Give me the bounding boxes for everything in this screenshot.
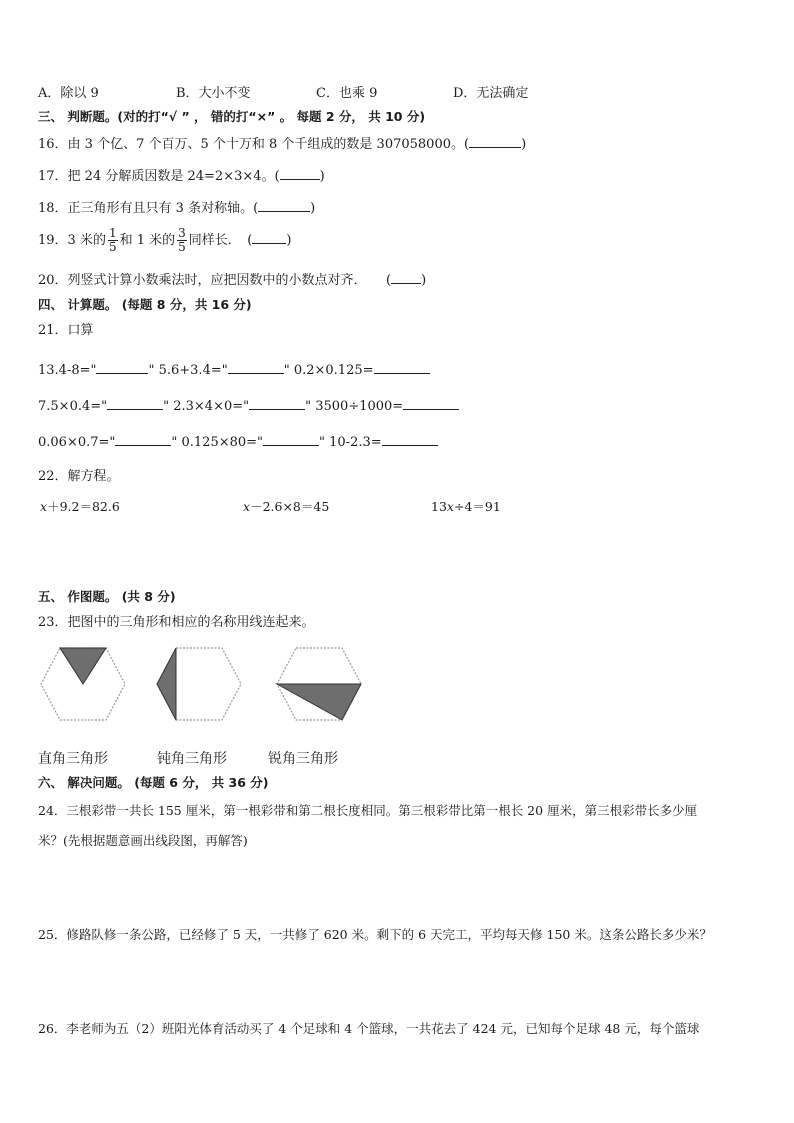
triangle-shape-3[interactable] bbox=[277, 684, 361, 720]
option-b: B．大小不变 bbox=[176, 86, 251, 101]
question-26: 26．李老师为五（2）班阳光体育活动买了 4 个足球和 4 个篮球，一共花去了 424 元，已知每个足球 48 元，每个篮球 bbox=[38, 1021, 700, 1036]
answer-blank[interactable] bbox=[107, 396, 163, 410]
answer-blank-20[interactable] bbox=[391, 270, 421, 284]
answer-blank[interactable] bbox=[115, 432, 171, 446]
equation-3: 13x÷4＝91 bbox=[431, 499, 501, 514]
fraction-one-fifth: $\frac{1}{5}$ bbox=[108, 226, 117, 254]
question-23: 23．把图中的三角形和相应的名称用线连起来。 bbox=[38, 615, 315, 630]
answer-blank[interactable] bbox=[263, 432, 319, 446]
option-c: C．也乘 9 bbox=[316, 86, 378, 101]
triangle-shape-2[interactable] bbox=[157, 648, 176, 720]
answer-blank[interactable] bbox=[228, 360, 284, 374]
oral-calc-row-3: 0.06×0.7=" " 0.125×80=" " 10-2.3= bbox=[38, 432, 438, 452]
label-acute-triangle[interactable]: 锐角三角形 bbox=[268, 751, 338, 767]
hexagon-figure-3 bbox=[274, 646, 364, 724]
answer-blank-19[interactable] bbox=[252, 230, 286, 244]
equation-2: x－2.6×8＝45 bbox=[243, 499, 330, 514]
question-25: 25．修路队修一条公路，已经修了 5 天，一共修了 620 米。剩下的 6 天完工，平均每天修 150 米。这条公路长多少米？ bbox=[38, 927, 712, 942]
hexagon-figure-2 bbox=[154, 646, 244, 724]
label-obtuse-triangle[interactable]: 钝角三角形 bbox=[157, 751, 227, 767]
section-4-title: 四、 计算题。 (每题 8 分，共 16 分) bbox=[38, 297, 252, 312]
hexagon-figure-1 bbox=[38, 646, 128, 724]
fraction-three-fifths: $\frac{3}{5}$ bbox=[178, 226, 186, 254]
question-17: 17．把 24 分解质因数是 24=2×3×4。( ) bbox=[38, 166, 325, 186]
equation-1: x＋9.2＝82.6 bbox=[40, 499, 120, 514]
question-19: 19．3 米的 $\frac{1}{5}$ 和 1 米的 $\frac{3}{5}$ 同样长． ( ) bbox=[38, 226, 292, 254]
question-22-title: 22．解方程。 bbox=[38, 469, 120, 484]
triangle-shape-1[interactable] bbox=[60, 648, 106, 684]
question-24-line-1: 24．三根彩带一共长 155 厘米，第一根彩带和第二根长度相同。第三根彩带比第一根长 20 厘米，第三根彩带长多少厘 bbox=[38, 803, 698, 818]
option-d: D．无法确定 bbox=[453, 86, 529, 101]
question-21-title: 21．口算 bbox=[38, 323, 94, 338]
section-5-title: 五、 作图题。 (共 8 分) bbox=[38, 589, 176, 604]
question-18: 18．正三角形有且只有 3 条对称轴。( ) bbox=[38, 198, 315, 218]
section-6-title: 六、 解决问题。 (每题 6 分， 共 36 分) bbox=[38, 775, 269, 790]
answer-blank-17[interactable] bbox=[280, 166, 320, 180]
answer-blank[interactable] bbox=[374, 360, 430, 374]
label-right-triangle[interactable]: 直角三角形 bbox=[38, 751, 108, 767]
question-24-line-2: 米？(先根据题意画出线段图，再解答) bbox=[38, 833, 248, 848]
answer-blank-16[interactable] bbox=[469, 134, 521, 148]
question-16: 16．由 3 个亿、7 个百万、5 个十万和 8 个千组成的数是 307058000。( ) bbox=[38, 134, 526, 154]
oral-calc-row-1: 13.4-8=" " 5.6+3.4=" " 0.2×0.125= bbox=[38, 360, 430, 380]
section-3-title: 三、 判断题。(对的打“√ ” ， 错的打“×” 。 每题 2 分， 共 10 分) bbox=[38, 109, 426, 124]
answer-blank[interactable] bbox=[249, 396, 305, 410]
oral-calc-row-2: 7.5×0.4=" " 2.3×4×0=" " 3500÷1000= bbox=[38, 396, 459, 416]
option-a: A．除以 9 bbox=[38, 86, 99, 101]
question-20: 20．列竖式计算小数乘法时，应把因数中的小数点对齐． ( ) bbox=[38, 270, 426, 290]
answer-blank[interactable] bbox=[403, 396, 459, 410]
answer-blank[interactable] bbox=[96, 360, 148, 374]
answer-blank[interactable] bbox=[382, 432, 438, 446]
answer-blank-18[interactable] bbox=[258, 198, 310, 212]
